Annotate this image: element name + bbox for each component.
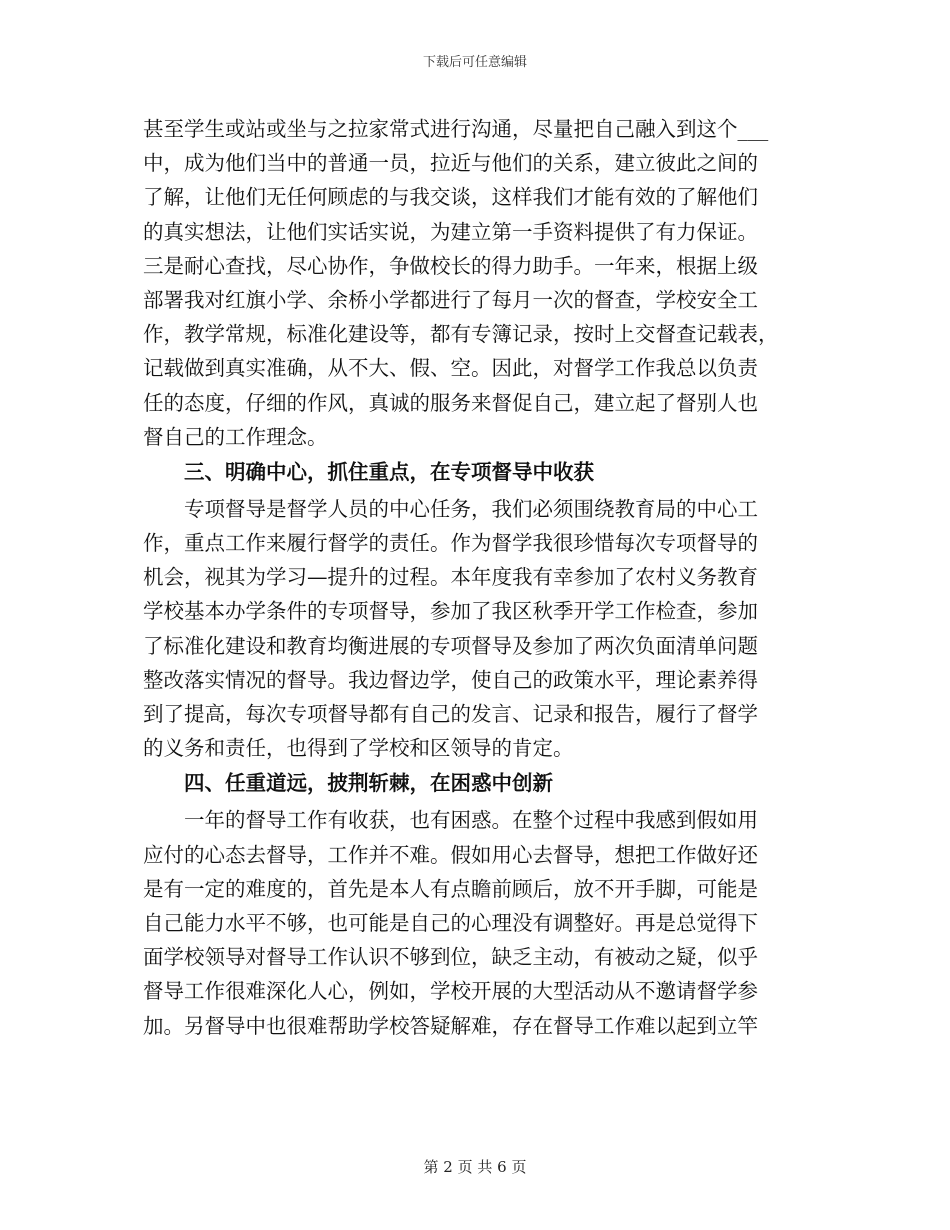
section-heading: 四、任重道远，披荆斩棘，在困惑中创新 <box>184 771 553 796</box>
text-line: 应付的心态去督导，工作并不难。假如用心去督导，想把工作做好还 <box>143 842 758 867</box>
text-line: 了标准化建设和教育均衡进展的专项督导及参加了两次负面清单问题 <box>143 633 758 658</box>
text-line: 记载做到真实准确，从不大、假、空。因此，对督学工作我总以负责 <box>143 356 758 381</box>
text-line: 督自己的工作理念。 <box>143 424 328 449</box>
text-line: 面学校领导对督导工作认识不够到位，缺乏主动，有被动之疑，似乎 <box>143 945 758 970</box>
text-line: 的义务和责任，也得到了学校和区领导的肯定。 <box>143 736 574 761</box>
section-heading: 三、明确中心，抓住重点，在专项督导中收获 <box>184 459 594 484</box>
text-line: 专项督导是督学人员的中心任务，我们必须围绕教育局的中心工 <box>184 496 758 521</box>
text-line: 任的态度，仔细的作风，真诚的服务来督促自己，建立起了督别人也 <box>143 390 758 415</box>
text-line: 部署我对红旗小学、余桥小学都进行了每月一次的督查，学校安全工 <box>143 287 758 312</box>
text-line: 一年的督导工作有收获，也有困惑。在整个过程中我感到假如用 <box>184 808 758 833</box>
text-line: 督导工作很难深化人心，例如，学校开展的大型活动从不邀请督学参 <box>143 979 758 1004</box>
text-line: 甚至学生或站或坐与之拉家常式进行沟通，尽量把自己融入到这个___ <box>143 117 769 141</box>
page-header: 下载后可任意编辑 <box>422 55 527 70</box>
text-line: 的真实想法，让他们实话实说，为建立第一手资料提供了有力保证。 <box>143 219 758 244</box>
text-line: 了解，让他们无任何顾虑的与我交谈，这样我们才能有效的了解他们 <box>143 185 758 210</box>
text-line: 学校基本办学条件的专项督导，参加了我区秋季开学工作检查，参加 <box>143 599 758 624</box>
text-line: 自己能力水平不够，也可能是自己的心理没有调整好。再是总觉得下 <box>143 910 758 935</box>
text-line: 到了提高，每次专项督导都有自己的发言、记录和报告，履行了督学 <box>143 702 758 726</box>
text-line: 三是耐心查找，尽心协作，争做校长的得力助手。一年来，根据上级 <box>143 253 758 278</box>
text-line: 是有一定的难度的，首先是本人有点瞻前顾后，放不开手脚，可能是 <box>143 876 758 901</box>
page-number-footer: 第 2 页 共 6 页 <box>423 1158 527 1176</box>
text-line: 作，重点工作来履行督学的责任。作为督学我很珍惜每次专项督导的 <box>143 531 758 556</box>
text-line: 加。另督导中也很难帮助学校答疑解难，存在督导工作难以起到立竿 <box>143 1013 758 1038</box>
text-line: 机会，视其为学习—提升的过程。本年度我有幸参加了农村义务教育 <box>143 565 758 590</box>
text-line: 中，成为他们当中的普通一员，拉近与他们的关系，建立彼此之间的 <box>143 151 758 176</box>
text-line: 作，教学常规，标准化建设等，都有专簿记录，按时上交督查记载表， <box>143 322 779 347</box>
text-line: 整改落实情况的督导。我边督边学，使自己的政策水平，理论素养得 <box>143 667 758 692</box>
document-body <box>143 112 808 1043</box>
